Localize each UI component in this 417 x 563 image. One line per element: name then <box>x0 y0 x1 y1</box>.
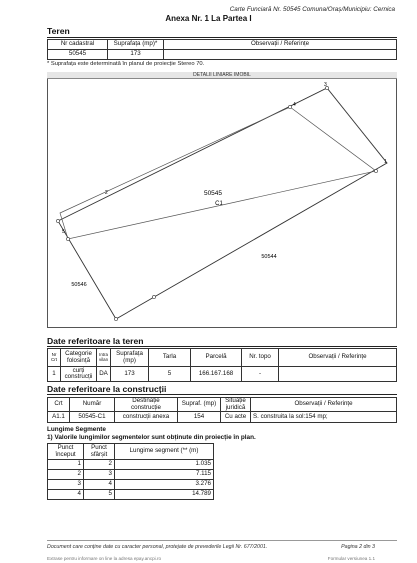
construction-outline <box>60 107 376 239</box>
segmente-cell: 3.276 <box>115 480 214 490</box>
neighbor-boundary <box>327 88 387 163</box>
constructii-cell: 50545-C1 <box>70 412 115 423</box>
teren-ref-cell: curți construcții <box>61 367 97 382</box>
teren-header-cell: Nr cadastral <box>48 40 108 50</box>
parcel-plan-drawing <box>48 73 397 328</box>
segmente-cell: 3 <box>84 470 115 480</box>
vertex-marker <box>56 219 59 222</box>
teren-ref-rule <box>47 346 397 347</box>
parcel-plan <box>47 72 397 328</box>
teren-ref-header-cell: Nr. topo <box>242 349 279 367</box>
segmente-cell: 2 <box>48 470 84 480</box>
footer-epay-text: Extrase pentru informare on line la adresa epay.ancpi.ro <box>47 556 162 561</box>
segmente-table <box>47 443 214 500</box>
teren-ref-header-cell: Nr Crt <box>48 349 61 367</box>
carte-funciara-header: Carte Funciară Nr. 50545 Comuna/Oraș/Municipiu: Cernica <box>229 6 395 13</box>
constructii-ref-rule <box>47 394 397 395</box>
teren-ref-header-cell: Suprafața (mp) <box>111 349 149 367</box>
teren-cell <box>164 50 397 60</box>
annex-title: Anexa Nr. 1 La Partea I <box>165 14 252 23</box>
teren-note: * Suprafața este determinată în planul de proiecție Stereo 70. <box>47 61 205 67</box>
segmente-header-cell: Lungime segment (** (m) <box>115 444 214 460</box>
teren-header-cell: Suprafața (mp)* <box>108 40 164 50</box>
teren-ref-title: Date referitoare la teren <box>47 336 144 346</box>
page-number: Pagina 2 din 3 <box>341 544 375 550</box>
constructii-header-cell: Crt <box>48 398 70 412</box>
vertex-marker <box>374 169 377 172</box>
segmente-title: Lungime Segmente <box>47 426 106 433</box>
teren-ref-cell: 1 <box>48 367 61 382</box>
vertex-label: 5 <box>62 229 65 235</box>
segmente-subtitle: 1) Valorile lungimilor segmentelor sunt obținute din proiecție în plan. <box>47 434 256 441</box>
constructii-header-cell: Număr <box>70 398 115 412</box>
teren-ref-cell: 173 <box>111 367 149 382</box>
vertex-marker <box>288 105 291 108</box>
vertex-marker <box>114 317 117 320</box>
segmente-cell: 5 <box>84 490 115 500</box>
teren-ref-cell: 5 <box>149 367 191 382</box>
teren-ref-header-cell: Tarla <box>149 349 191 367</box>
constructii-header-cell: Observații / Referințe <box>251 398 397 412</box>
segmente-cell: 1 <box>48 460 84 470</box>
constructii-cell: Cu acte <box>221 412 251 423</box>
teren-ref-cell: - <box>242 367 279 382</box>
footer-legal-text: Document care conține date cu caracter personal, protejate de prevederile Legii Nr. 677/2001. <box>47 544 268 550</box>
constructii-header-cell: Supraf. (mp) <box>178 398 221 412</box>
teren-rule <box>47 37 397 38</box>
plan-header: DETALII LINIARE IMOBIL <box>47 72 397 79</box>
constructii-header-cell: Destinație construcție <box>115 398 178 412</box>
constructii-ref-title: Date referitoare la construcții <box>47 384 167 394</box>
neighbor-right-label: 50544 <box>261 254 277 260</box>
segmente-cell: 3 <box>48 480 84 490</box>
teren-title: Teren <box>47 26 70 36</box>
teren-ref-header-cell: Categorie folosință <box>61 349 97 367</box>
segmente-cell: 4 <box>84 480 115 490</box>
vertex-marker <box>152 295 155 298</box>
teren-ref-table <box>47 348 397 382</box>
teren-cell: 173 <box>108 50 164 60</box>
form-version: Formular versiunea 1.1 <box>327 556 375 561</box>
vertex-label: 3 <box>324 82 327 88</box>
segmente-cell: 7.115 <box>115 470 214 480</box>
segmente-cell: 2 <box>84 460 115 470</box>
vertex-label: 4 <box>293 102 296 108</box>
constructii-cell: 154 <box>178 412 221 423</box>
construction-label: C1 <box>215 201 223 207</box>
constructii-ref-table <box>47 397 397 423</box>
segmente-header-cell: Punct început <box>48 444 84 460</box>
vertex-label: 2 <box>105 190 108 196</box>
segmente-cell: 14.789 <box>115 490 214 500</box>
teren-ref-cell: DA <box>97 367 111 382</box>
vertex-label: 1 <box>384 159 387 165</box>
footer-rule <box>47 540 397 541</box>
segmente-header-cell: Punct sfârșit <box>84 444 115 460</box>
teren-ref-cell: 166.167.168 <box>191 367 242 382</box>
parcel-number-label: 50545 <box>203 190 223 197</box>
teren-header-cell: Observații / Referințe <box>164 40 397 50</box>
constructii-header-cell: Situație juridică <box>221 398 251 412</box>
neighbor-left-label: 50546 <box>71 282 87 288</box>
teren-cell: 50545 <box>48 50 108 60</box>
segmente-cell: 1.035 <box>115 460 214 470</box>
teren-ref-header-cell: Intra vilan <box>97 349 111 367</box>
teren-ref-header-cell: Parcelă <box>191 349 242 367</box>
segmente-cell: 4 <box>48 490 84 500</box>
teren-ref-header-cell: Observații / Referințe <box>279 349 397 367</box>
vertex-marker <box>66 237 69 240</box>
constructii-cell: S. construita la sol:154 mp; <box>251 412 397 423</box>
teren-table <box>47 39 397 60</box>
constructii-cell: construcții anexa <box>115 412 178 423</box>
constructii-cell: A1.1 <box>48 412 70 423</box>
teren-ref-cell <box>279 367 397 382</box>
